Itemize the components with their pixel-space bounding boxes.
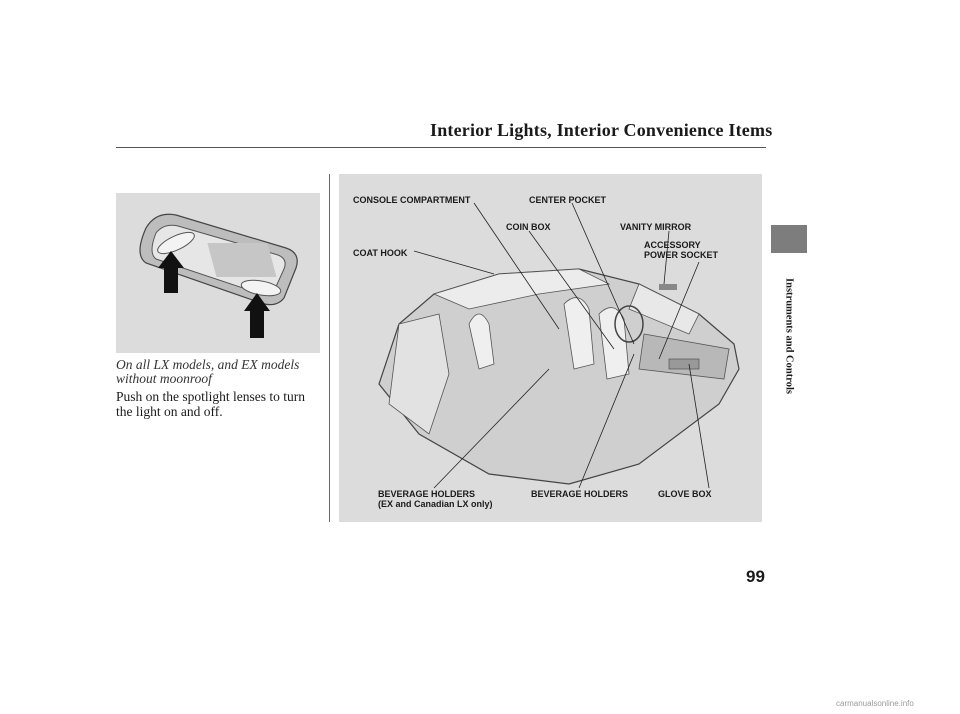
label-coin-box: COIN BOX xyxy=(506,222,551,232)
label-vanity-mirror: VANITY MIRROR xyxy=(620,222,692,232)
page-number: 99 xyxy=(746,567,765,586)
label-center-pocket: CENTER POCKET xyxy=(529,195,607,205)
label-accessory-line-2: POWER SOCKET xyxy=(644,250,719,260)
body-line-1: Push on the spotlight lenses to turn xyxy=(116,389,305,404)
watermark: carmanualsonline.info xyxy=(836,699,914,708)
label-console-compartment: CONSOLE COMPARTMENT xyxy=(353,195,471,205)
page-header-title: Interior Lights, Interior Convenience Items xyxy=(430,120,773,140)
label-beverage-holders-center: BEVERAGE HOLDERS xyxy=(531,489,629,499)
section-tab xyxy=(771,225,807,253)
interior-diagram xyxy=(339,174,762,522)
header-rule xyxy=(116,147,766,148)
label-beverage-holders-left-note: (EX and Canadian LX only) xyxy=(378,499,493,509)
label-beverage-holders-left xyxy=(378,489,493,509)
caption-line-1: On all LX models, and EX models xyxy=(116,357,300,372)
spotlight-illustration xyxy=(116,193,320,353)
label-beverage-holders-left-title: BEVERAGE HOLDERS xyxy=(378,489,476,499)
section-label: Instruments and Controls xyxy=(783,278,795,394)
spotlight-instructions xyxy=(116,389,326,419)
caption-line-2: without moonroof xyxy=(116,371,212,386)
column-divider xyxy=(329,174,330,522)
label-glove-box: GLOVE BOX xyxy=(658,489,712,499)
label-coat-hook: COAT HOOK xyxy=(353,248,408,258)
body-line-2: the light on and off. xyxy=(116,404,223,419)
spotlight-caption xyxy=(116,358,326,386)
label-accessory-power-socket xyxy=(644,240,718,260)
label-accessory-line-1: ACCESSORY xyxy=(644,240,701,250)
